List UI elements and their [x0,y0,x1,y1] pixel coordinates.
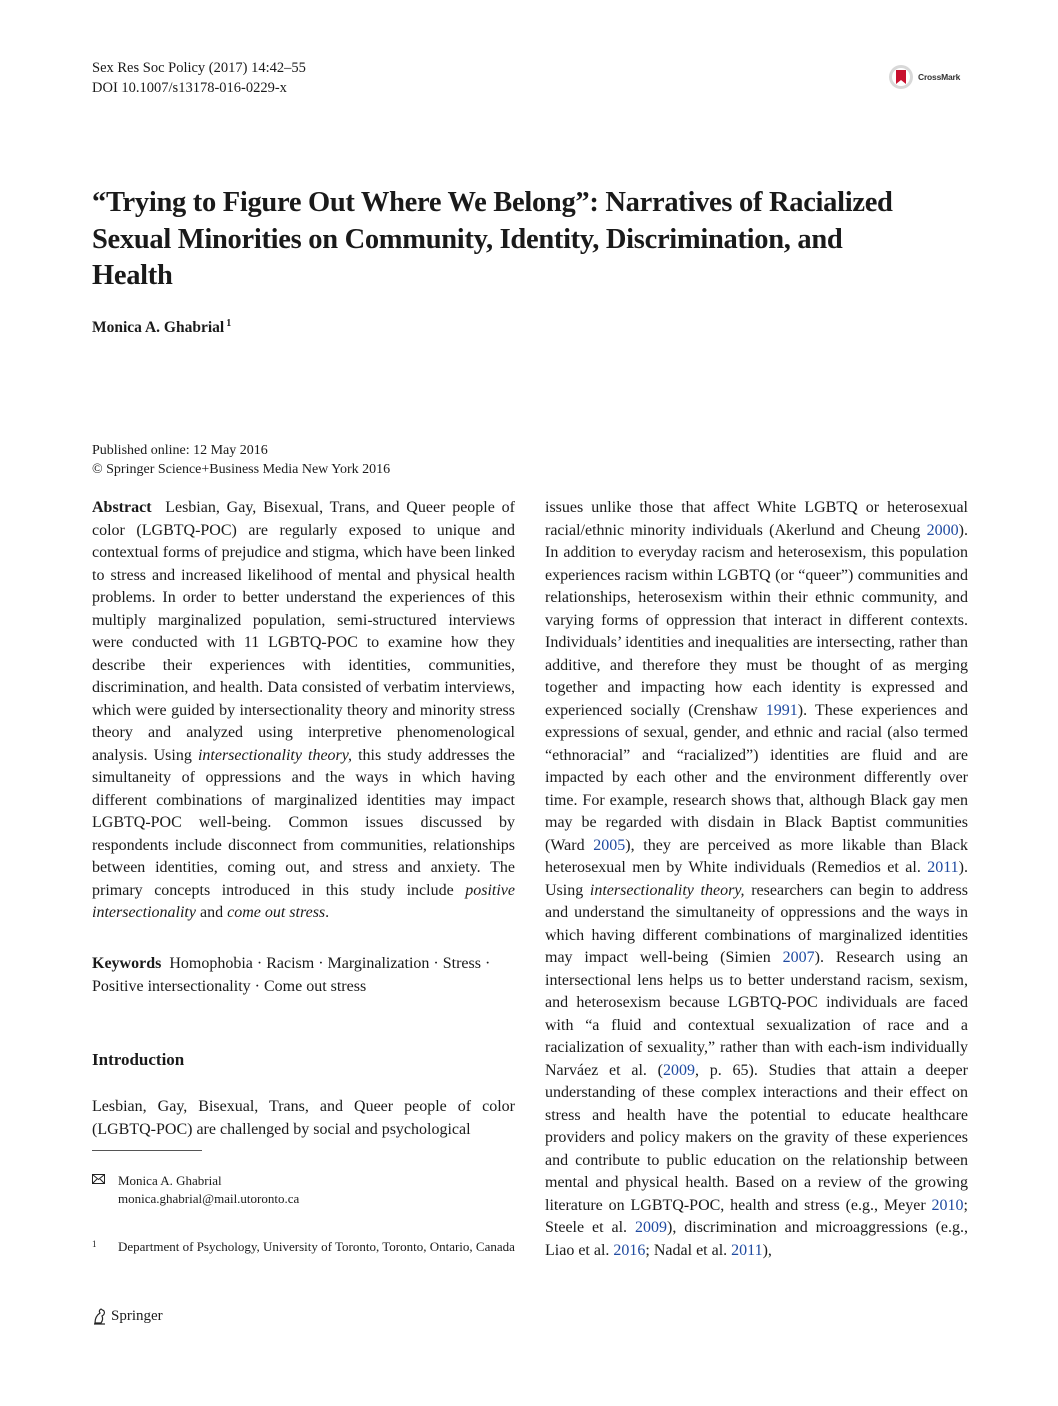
body-text: ), discrimination and microaggressions (e.g., Liao et al. [545,1219,969,1259]
springer-horse-icon [92,1307,108,1325]
affiliation-number: 1 [92,1239,97,1249]
body-right-column [545,497,968,1262]
keywords [92,953,515,998]
abstract [92,497,515,925]
envelope-icon [92,1174,105,1184]
reference-link[interactable]: 1991 [765,701,798,719]
body-emphasis: intersectionality theory, [589,881,745,899]
affiliation-text: Department of Psychology, University of Toronto, Toronto, Ontario, Canada [118,1239,515,1254]
reference-link[interactable]: 2010 [931,1196,964,1214]
contact-email[interactable]: monica.ghabrial@mail.utoronto.ca [118,1191,300,1206]
reference-link[interactable]: 2000 [926,521,959,539]
crossmark-badge[interactable] [888,60,978,94]
body-text: ). These experiences and expressions of sexual, gender, and ethnic and racial (also termed “ethnoracial” and “racialized”) identities are fluid and are impacted by each other and the environment differently over time. For example, research shows that, although Black gay men may be regarded with disdain in Black Baptist communities (Ward [545,701,968,854]
publisher-footer [92,1307,163,1325]
abstract-text: Lesbian, Gay, Bisexual, Trans, and Queer people of color (LGBTQ-POC) are regularly exposed to unique and contextual forms of prejudice and stigma, which have been linked to stress and increased likelihood of mental and physical health problems. In order to better understand the experiences of this multiply marginalized population, semi-structured interviews were conducted with 11 LGBTQ-POC to examine how they describe their experiences with identities, communities, discrimination, and health. Data consisted of verbatim interviews, which were guided by intersectionality theory and minority stress theory and analyzed using interpretive phenomenological analysis. Using [92,499,515,764]
reference-link[interactable]: 2007 [782,949,815,966]
author-name[interactable]: Monica A. Ghabrial [92,319,225,337]
body-text: ; Nadal et al. [645,1241,732,1259]
reference-link[interactable]: 2009 [662,1061,695,1079]
abstract-text: . [325,904,330,921]
publication-info [92,441,390,479]
body-text: researchers can begin to address and understand the simultaneity of oppressions and the ways in which having different combinations of marginalized identities may impact well-being (Simien [545,881,969,966]
publisher-name: Springer [111,1307,163,1324]
body-text: ), they are perceived as more likable than Black heterosexual men by White individuals (Remedios et al. [545,836,969,876]
body-text: ). Research using an intersectional lens helps us to better understand racism, sexism, and heterosexism because LGBTQ-POC individuals are faced with “a fluid and contextual sexualization of race and a racialization of sexuality,” rather than with each-ism individually Narváez et al. ( [545,949,969,1079]
reference-link[interactable]: 2005 [593,836,626,854]
keywords-label: Keywords [92,955,162,972]
abstract-emphasis: intersectionality theory, [197,746,353,764]
reference-link[interactable]: 2009 [635,1219,667,1236]
abstract-text: this study addresses the simultaneity of oppressions and the ways in which having different combinations of marginalized identities may impact LGBTQ-POC well-being. Common issues discussed by respondents include disconnect from communities, relationships between identities, coming out, and stress and anxiety. The primary concepts introduced in this study include [92,746,516,899]
introduction-paragraph: Lesbian, Gay, Bisexual, Trans, and Queer people of color (LGBTQ-POC) are challenged by social and psychological [92,1098,515,1138]
published-date: Published online: 12 May 2016 [92,443,268,458]
body-text: ), [762,1241,772,1259]
body-text: ; Steele et al. [545,1196,968,1236]
running-head [92,58,306,98]
author-line [92,318,231,337]
journal-citation: Sex Res Soc Policy (2017) 14:42–55 [92,60,306,76]
copyright-line: © Springer Science+Business Media New York 2016 [92,462,391,477]
reference-link[interactable]: 2011 [731,1241,763,1259]
doi[interactable]: DOI 10.1007/s13178-016-0229-x [92,80,287,96]
section-heading-introduction: Introduction [92,1050,185,1069]
footnote-divider [92,1150,202,1151]
abstract-label: Abstract [92,499,152,516]
body-text: issues unlike those that affect White LGBTQ or heterosexual racial/ethnic minority individuals (Akerlund and Cheung [545,499,968,539]
body-text: , p. 65). Studies that attain a deeper understanding of these complex interactions and their effect on stress and health have the potential to educate healthcare providers and policy makers on the gravity of these experiences and contribute to public education on the relationship between mental and physical health. Based on a review of the growing literature on LGBTQ-POC, health and stress (e.g., Meyer [545,1061,968,1214]
article-title: “Trying to Figure Out Where We Belong”: Narratives of Racialized Sexual Minorities on Community, Identity, Discrimination, and Health [92,187,893,291]
crossmark-icon [888,64,914,90]
body-text: ). Using [545,859,968,899]
author-affiliation-mark: 1 [226,318,232,329]
abstract-emphasis: come out stress [227,904,326,921]
abstract-emphasis: positive intersectionality [92,881,515,921]
crossmark-label: CrossMark [918,72,961,82]
abstract-text: and [195,904,228,921]
body-text: ). In addition to everyday racism and heterosexism, this population experiences racism within LGBTQ (or “queer”) communities and relationships, heterosexism within their ethnic community, and varying forms of oppression that interact in different contexts. Individuals’ identities and inequalities are intersecting, rather than additive, and therefore they must be thought of as merging together and impacting how each identity is expressed and experienced socially (Crenshaw [545,521,968,719]
keywords-list: Homophobia · Racism · Marginalization · Stress · Positive intersectionality · Come out stress [92,955,491,995]
reference-link[interactable]: 2016 [613,1241,646,1259]
contact-name: Monica A. Ghabrial [118,1173,222,1188]
reference-link[interactable]: 2011 [927,859,959,876]
